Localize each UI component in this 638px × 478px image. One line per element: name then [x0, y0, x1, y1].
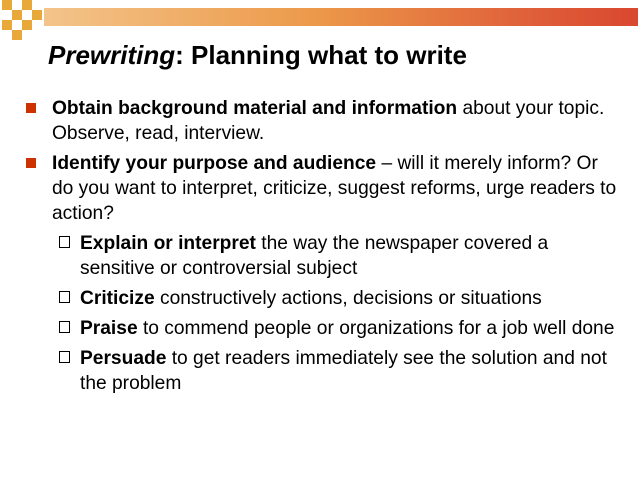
- subbullet-item: [22, 231, 622, 281]
- subbullet-text: to commend people or organizations for a job well done: [137, 318, 615, 339]
- subbullet-bold-text: Criticize: [80, 288, 155, 309]
- subbullet-text: constructively actions, decisions or situations: [154, 288, 542, 309]
- subbullet-bold-text: Explain or interpret: [80, 233, 256, 254]
- hollow-square-bullet-icon: [59, 236, 70, 248]
- hollow-square-bullet-icon: [59, 351, 70, 363]
- subbullet-item: [22, 316, 622, 341]
- square-bullet-icon: [26, 158, 36, 168]
- slide-title-italic: Prewriting: [48, 40, 176, 70]
- slide-content: [22, 96, 622, 401]
- hollow-square-bullet-icon: [59, 321, 70, 333]
- bullet-text: about your topic. Observe, read, interview.: [52, 98, 605, 144]
- square-bullet-icon: [26, 103, 36, 113]
- hollow-square-bullet-icon: [59, 291, 70, 303]
- bullet-item: [22, 151, 622, 226]
- bullet-bold-text: Obtain background material and information: [52, 98, 458, 119]
- slide-title-rest: : Planning what to write: [175, 40, 467, 70]
- bullet-item: [22, 96, 622, 146]
- subbullet-bold-text: Praise: [80, 318, 138, 339]
- subbullet-item: [22, 346, 622, 396]
- subbullet-bold-text: Persuade: [80, 348, 167, 369]
- subbullet-text: the way the newspaper covered a sensitive or controversial subject: [80, 233, 549, 279]
- bullet-bold-text: Identify your purpose and audience: [52, 153, 377, 174]
- decorative-gradient-bar: [44, 8, 638, 26]
- slide-title: [48, 40, 467, 71]
- bullet-text: – will it merely inform? Or do you want to interpret, criticize, suggest reforms, urge readers to action?: [52, 153, 617, 224]
- subbullet-text: to get readers immediately see the solution and not the problem: [80, 348, 607, 394]
- subbullet-item: [22, 286, 622, 311]
